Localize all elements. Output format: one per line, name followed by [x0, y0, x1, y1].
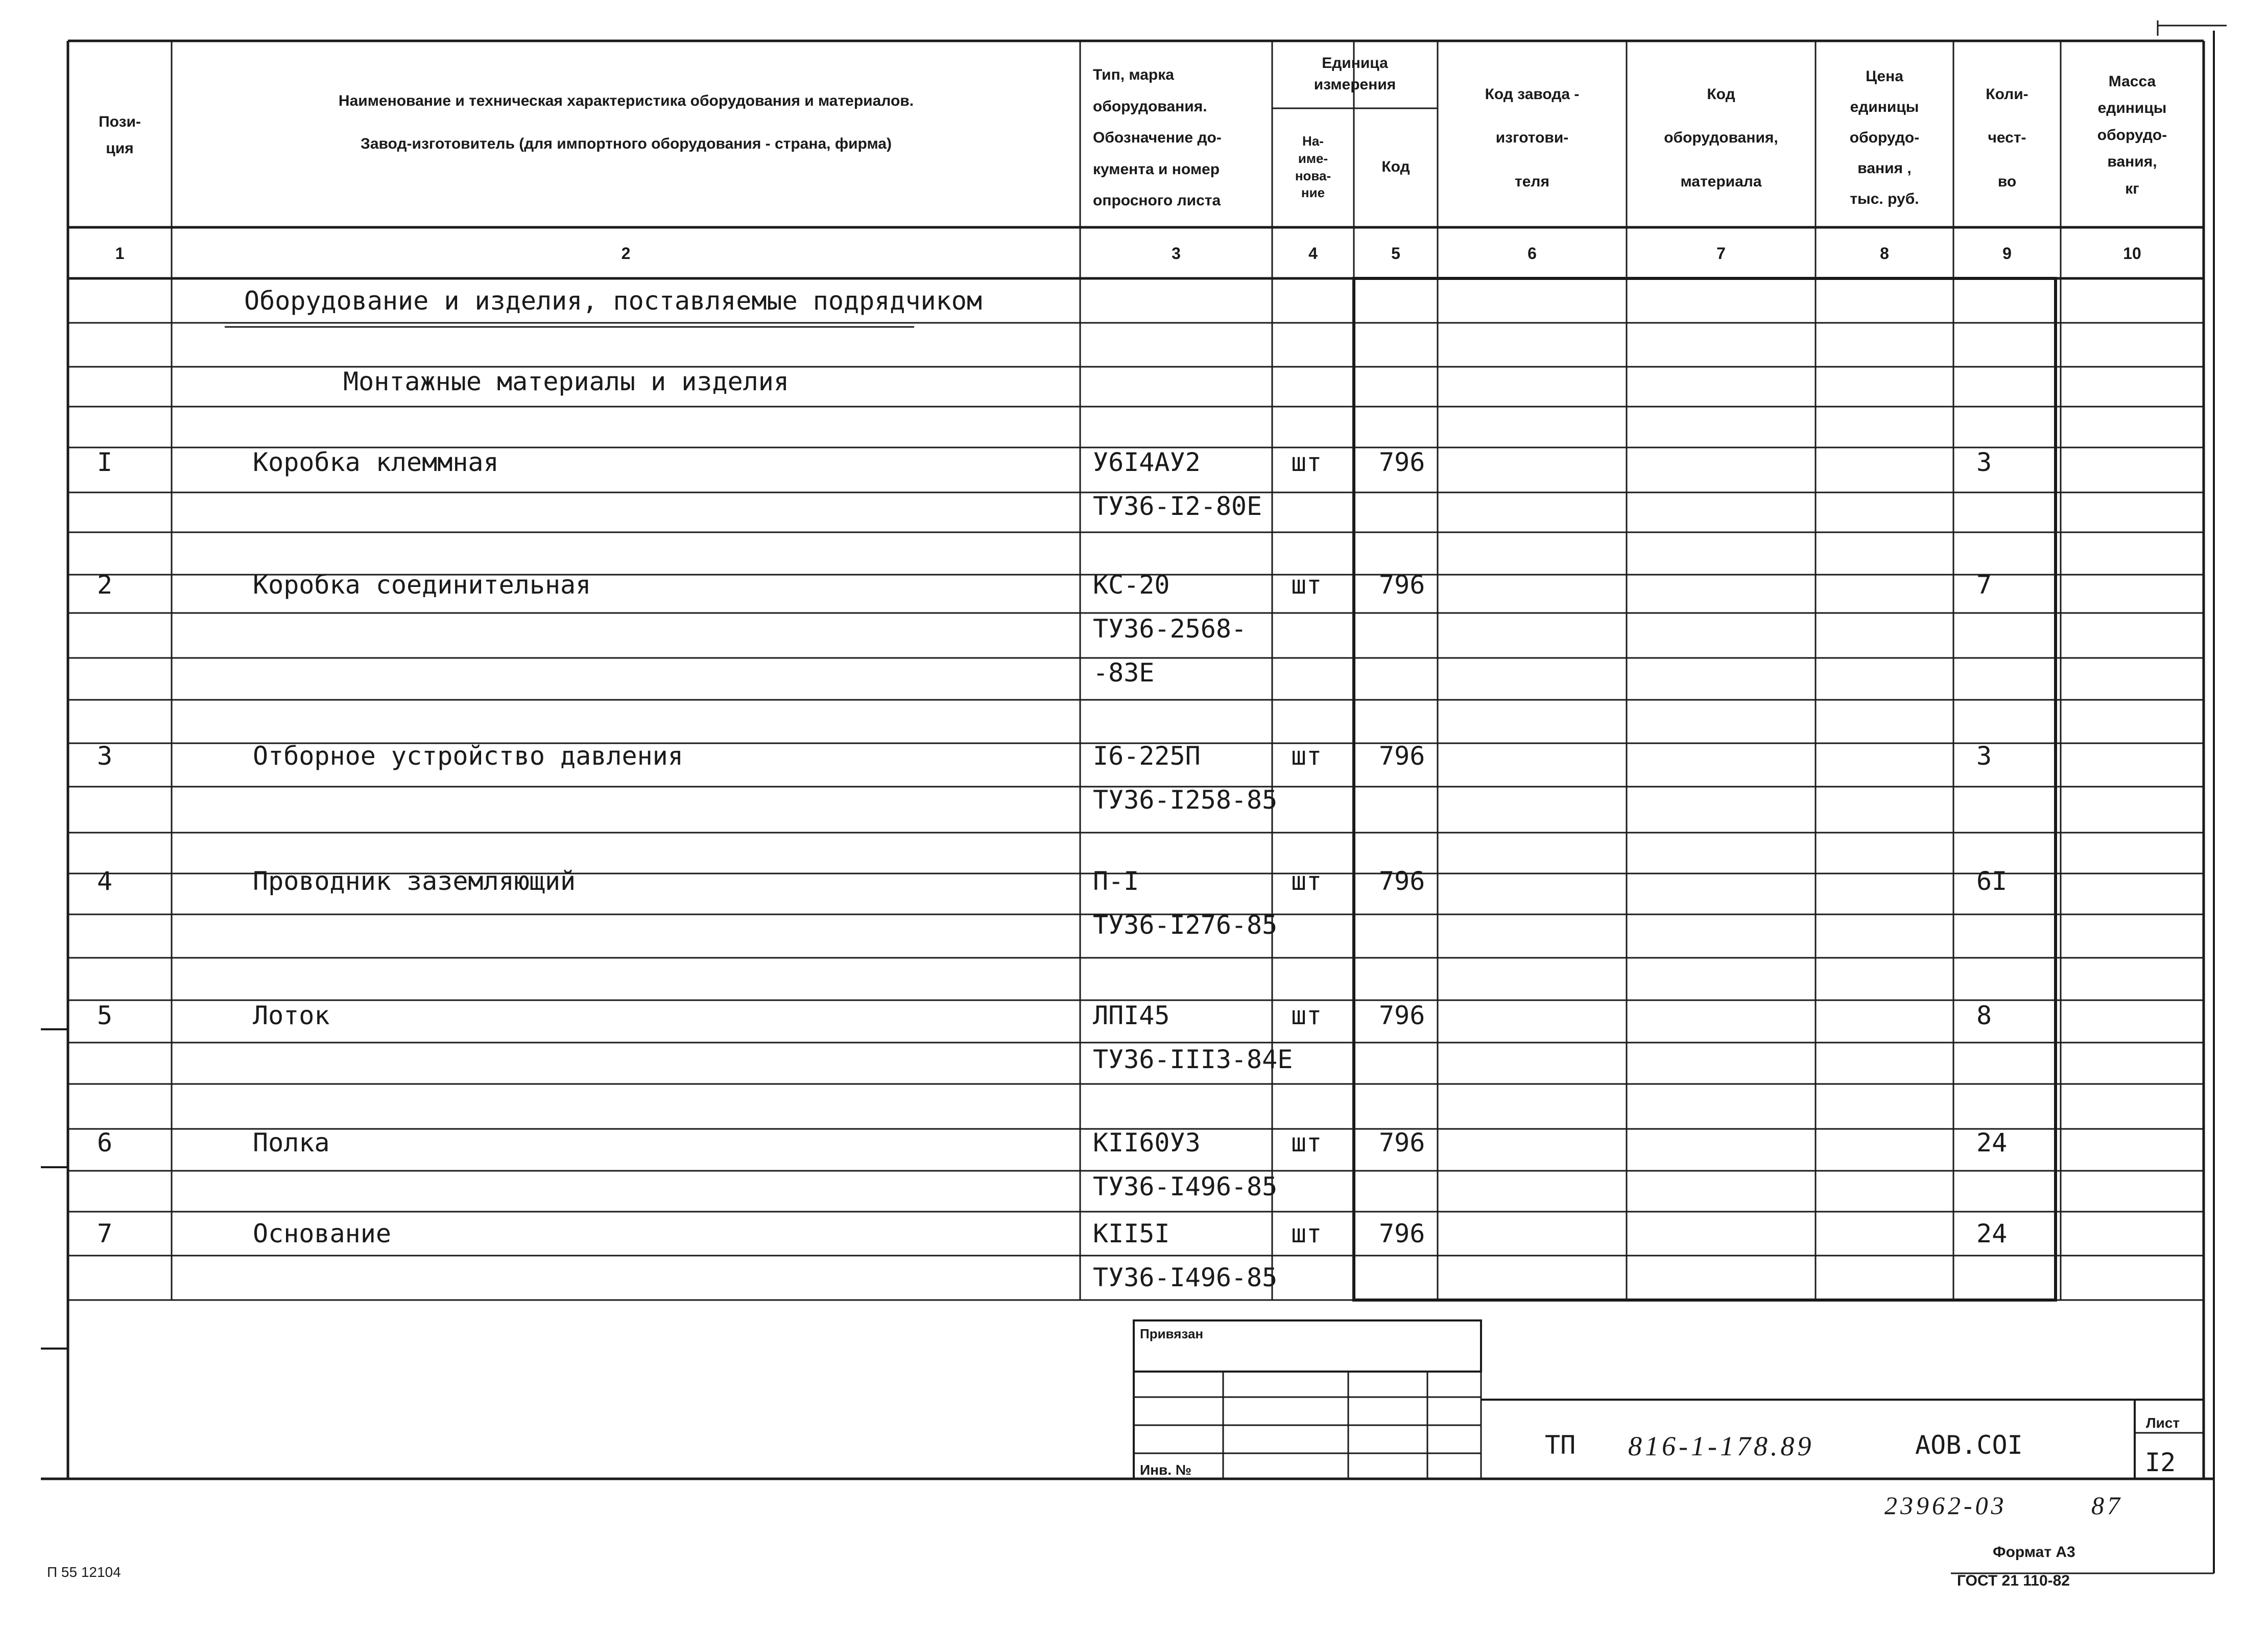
item-type-line: ТУ36-2568-	[1093, 614, 1247, 644]
header-line: теля	[1515, 173, 1549, 190]
header-type	[1093, 51, 1267, 225]
item-type-line: ТУ36-I496-85	[1093, 1263, 1278, 1292]
item-name: Отборное устройство давления	[253, 741, 683, 771]
header-quantity	[1953, 56, 2061, 220]
item-name: Проводник заземляющий	[253, 866, 576, 896]
item-position: 4	[97, 866, 113, 896]
header-unit-name	[1272, 110, 1354, 225]
item-unit: шт	[1291, 1128, 1322, 1158]
header-line: единицы	[2097, 100, 2167, 117]
column-number-1: 1	[115, 244, 125, 263]
doc-code: АОВ.СОI	[1915, 1430, 2023, 1460]
header-line: Единица	[1322, 55, 1388, 72]
header-line: На-	[1302, 133, 1324, 149]
column-number-4: 4	[1308, 244, 1318, 263]
item-quantity: 8	[1976, 1001, 1992, 1030]
column-number-10: 10	[2123, 244, 2141, 263]
header-line: изготови-	[1495, 129, 1569, 147]
header-line: Завод-изготовитель (для импортного оборудования - страна, фирма)	[361, 135, 892, 152]
item-type-line: ТУ36-I258-85	[1093, 785, 1278, 815]
column-number-6: 6	[1527, 244, 1537, 263]
stamp-page: 87	[2091, 1491, 2123, 1520]
header-line: чест-	[1988, 129, 2026, 147]
header-line: вания ,	[1857, 160, 1912, 177]
item-position: 7	[97, 1219, 113, 1248]
bound-label: Привязан	[1140, 1326, 1204, 1341]
header-line: тыс. руб.	[1850, 191, 1919, 207]
item-position: 3	[97, 741, 113, 771]
item-unit-code: 796	[1379, 1219, 1425, 1248]
header-unit	[1272, 46, 1438, 102]
header-position	[68, 46, 172, 225]
header-line: Наименование и техническая характеристика оборудования и материалов.	[338, 92, 914, 109]
header-name	[172, 46, 1081, 199]
bold-block	[1354, 278, 2056, 1300]
header-line: Коли-	[1986, 85, 2028, 103]
header-line: Пози-	[99, 113, 141, 130]
header-line: име-	[1298, 150, 1328, 166]
item-position: 6	[97, 1128, 113, 1158]
item-unit: шт	[1291, 1001, 1322, 1030]
item-unit-code: 796	[1379, 1001, 1425, 1030]
header-line: вания,	[2107, 153, 2157, 171]
header-line: во	[1997, 173, 2017, 190]
item-unit-code: 796	[1379, 447, 1425, 477]
item-unit-code: 796	[1379, 741, 1425, 771]
item-type-line: -83Е	[1093, 658, 1155, 688]
header-line: единицы	[1850, 99, 1919, 115]
print-code: П 55 12104	[47, 1564, 121, 1580]
format-label: Формат А3	[1993, 1544, 2075, 1561]
header-line: Код	[1381, 158, 1410, 176]
doc-prefix: ТП	[1545, 1430, 1576, 1460]
item-name: Лоток	[253, 1001, 330, 1030]
item-position: 2	[97, 570, 113, 600]
column-number-7: 7	[1716, 244, 1726, 263]
item-type-line: КII60У3	[1093, 1128, 1201, 1158]
column-number-3: 3	[1172, 244, 1181, 263]
item-type-line: ТУ36-I2-80Е	[1093, 491, 1262, 521]
doc-number: 816-1-178.89	[1628, 1431, 1815, 1461]
item-type-line: ТУ36-I496-85	[1093, 1172, 1278, 1201]
item-unit-code: 796	[1379, 866, 1425, 896]
item-unit: шт	[1291, 570, 1322, 600]
item-position: I	[97, 447, 113, 477]
item-type-line: I6-225П	[1093, 741, 1201, 771]
sheet-number: I2	[2145, 1448, 2176, 1477]
header-price	[1816, 51, 1953, 225]
header-line: оборудования.	[1093, 98, 1207, 115]
header-line: кг	[2125, 180, 2139, 197]
header-mass	[2061, 46, 2204, 225]
item-quantity: 7	[1976, 570, 1992, 600]
header-line: ция	[106, 140, 134, 157]
header-equipment-code	[1627, 56, 1816, 220]
header-line: оборудования,	[1664, 129, 1778, 147]
item-unit: шт	[1291, 866, 1322, 896]
item-type-line: ЛПI45	[1093, 1001, 1170, 1030]
sheet-label: Лист	[2146, 1415, 2180, 1431]
header-line: кумента и номер	[1093, 160, 1220, 178]
header-line: оборудо-	[1849, 129, 1920, 146]
header-line: оборудо-	[2097, 126, 2167, 144]
header-line: Цена	[1866, 68, 1903, 85]
column-number-9: 9	[2002, 244, 2012, 263]
header-line: Код завода -	[1485, 85, 1580, 103]
gost-label: ГОСТ 21 110-82	[1957, 1572, 2070, 1589]
item-unit: шт	[1291, 447, 1322, 477]
item-name: Коробка соединительная	[253, 570, 591, 600]
section-materials-title: Монтажные материалы и изделия	[343, 367, 789, 396]
header-line: Тип, марка	[1093, 66, 1174, 84]
item-type-line: П-I	[1093, 866, 1139, 896]
header-line: нова-	[1295, 168, 1331, 183]
inventory-label: Инв. №	[1140, 1462, 1192, 1478]
item-quantity: 6I	[1976, 866, 2008, 896]
item-unit: шт	[1291, 741, 1322, 771]
header-line: ние	[1301, 185, 1325, 201]
header-line: Обозначение до-	[1093, 129, 1222, 147]
header-line: опросного листа	[1093, 192, 1221, 209]
item-name: Коробка клеммная	[253, 447, 499, 477]
header-line: Масса	[2108, 73, 2156, 90]
item-type-line: ТУ36-I276-85	[1093, 910, 1278, 940]
item-type-line: КII5I	[1093, 1219, 1170, 1248]
item-quantity: 3	[1976, 447, 1992, 477]
item-quantity: 3	[1976, 741, 1992, 771]
item-unit-code: 796	[1379, 1128, 1425, 1158]
item-quantity: 24	[1976, 1128, 2008, 1158]
column-number-2: 2	[621, 244, 631, 263]
header-line: измерения	[1314, 76, 1396, 93]
column-number-5: 5	[1391, 244, 1400, 263]
section-equipment-title: Оборудование и изделия, поставляемые подрядчиком	[244, 286, 982, 316]
item-unit: шт	[1291, 1219, 1322, 1248]
stamp-number: 23962-03	[1884, 1491, 2007, 1520]
item-unit-code: 796	[1379, 570, 1425, 600]
header-line: Код	[1707, 85, 1735, 103]
header-line: материала	[1680, 173, 1762, 190]
item-type-line: У6I4АУ2	[1093, 447, 1201, 477]
item-type-line: ТУ36-III3-84Е	[1093, 1045, 1293, 1074]
header-unit-code	[1354, 110, 1438, 225]
column-number-8: 8	[1880, 244, 1889, 263]
header-manufacturer-code	[1438, 56, 1627, 220]
item-position: 5	[97, 1001, 113, 1030]
item-name: Основание	[253, 1219, 391, 1248]
item-type-line: КС-20	[1093, 570, 1170, 600]
item-name: Полка	[253, 1128, 330, 1158]
item-quantity: 24	[1976, 1219, 2008, 1248]
